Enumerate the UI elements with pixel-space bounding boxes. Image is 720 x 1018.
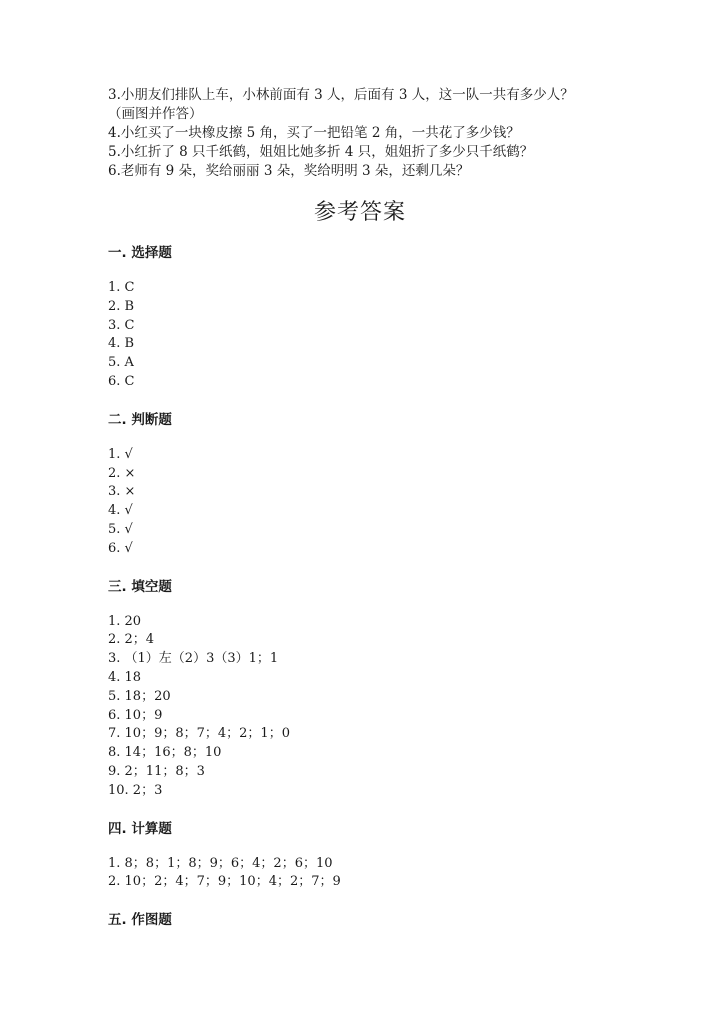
answer-item: 8. 14；16；8；10 — [108, 745, 222, 761]
section-judgement — [108, 410, 628, 559]
answer-item: 10. 2；3 — [108, 782, 163, 798]
answer-item: 5. 18；20 — [108, 688, 171, 704]
question-line: 4.小红买了一块橡皮擦 5 角，买了一把铅笔 2 角，一共花了多少钱？ — [108, 125, 520, 141]
section-title: 三. 填空题 — [108, 578, 172, 595]
section-title: 四. 计算题 — [108, 820, 172, 837]
answer-title: 参考答案 — [313, 200, 406, 225]
answer-item: 4. B — [108, 336, 135, 352]
answer-item: 2. 10；2；4；7；9；10；4；2；7；9 — [108, 874, 341, 890]
answer-item: 1. 8；8；1；8；9；6；4；2；6；10 — [108, 855, 333, 871]
answer-item: 3. × — [108, 484, 136, 500]
answer-item: 2. 2；4 — [108, 632, 155, 648]
question-line: 6.老师有 9 朵，奖给丽丽 3 朵，奖给明明 3 朵，还剩几朵？ — [108, 163, 470, 179]
question-line: 5.小红折了 8 只千纸鹤，姐姐比她多折 4 只，姐姐折了多少只千纸鹤？ — [108, 144, 534, 160]
question-list — [108, 86, 628, 181]
answer-item: 6. 10；9 — [108, 707, 163, 723]
answer-item: 7. 10；9；8；7；4；2；1；0 — [108, 726, 290, 742]
section-title: 二. 判断题 — [108, 411, 172, 428]
answer-item: 1. C — [108, 280, 135, 295]
section-fill-blank — [108, 577, 628, 801]
answer-item: 4. 18 — [108, 669, 142, 685]
answer-item: 4. √ — [108, 503, 133, 519]
answer-item: 3. C — [108, 317, 135, 333]
section-calculation — [108, 819, 628, 893]
answer-item: 2. B — [108, 298, 135, 314]
answer-sections — [108, 243, 628, 948]
answer-item: 9. 2；11；8；3 — [108, 763, 205, 779]
section-choice — [108, 243, 628, 392]
question-line: 3.小朋友们排队上车，小林前面有 3 人，后面有 3 人，这一队一共有多少人？ — [108, 87, 574, 103]
section-title: 一. 选择题 — [108, 245, 172, 261]
answer-item: 1. √ — [108, 446, 133, 462]
answer-item: 2. × — [108, 465, 136, 481]
section-drawing — [108, 910, 628, 930]
answer-item: 5. A — [108, 355, 134, 371]
answer-item: 1. 20 — [108, 613, 142, 629]
answer-item: 6. √ — [108, 540, 133, 556]
answer-item: 3. （1）左（2）3（3）1；1 — [108, 651, 279, 667]
answer-item: 6. C — [108, 373, 135, 389]
question-line: （画图并作答） — [108, 106, 203, 122]
answer-item: 5. √ — [108, 521, 133, 537]
section-title: 五. 作图题 — [108, 912, 172, 929]
